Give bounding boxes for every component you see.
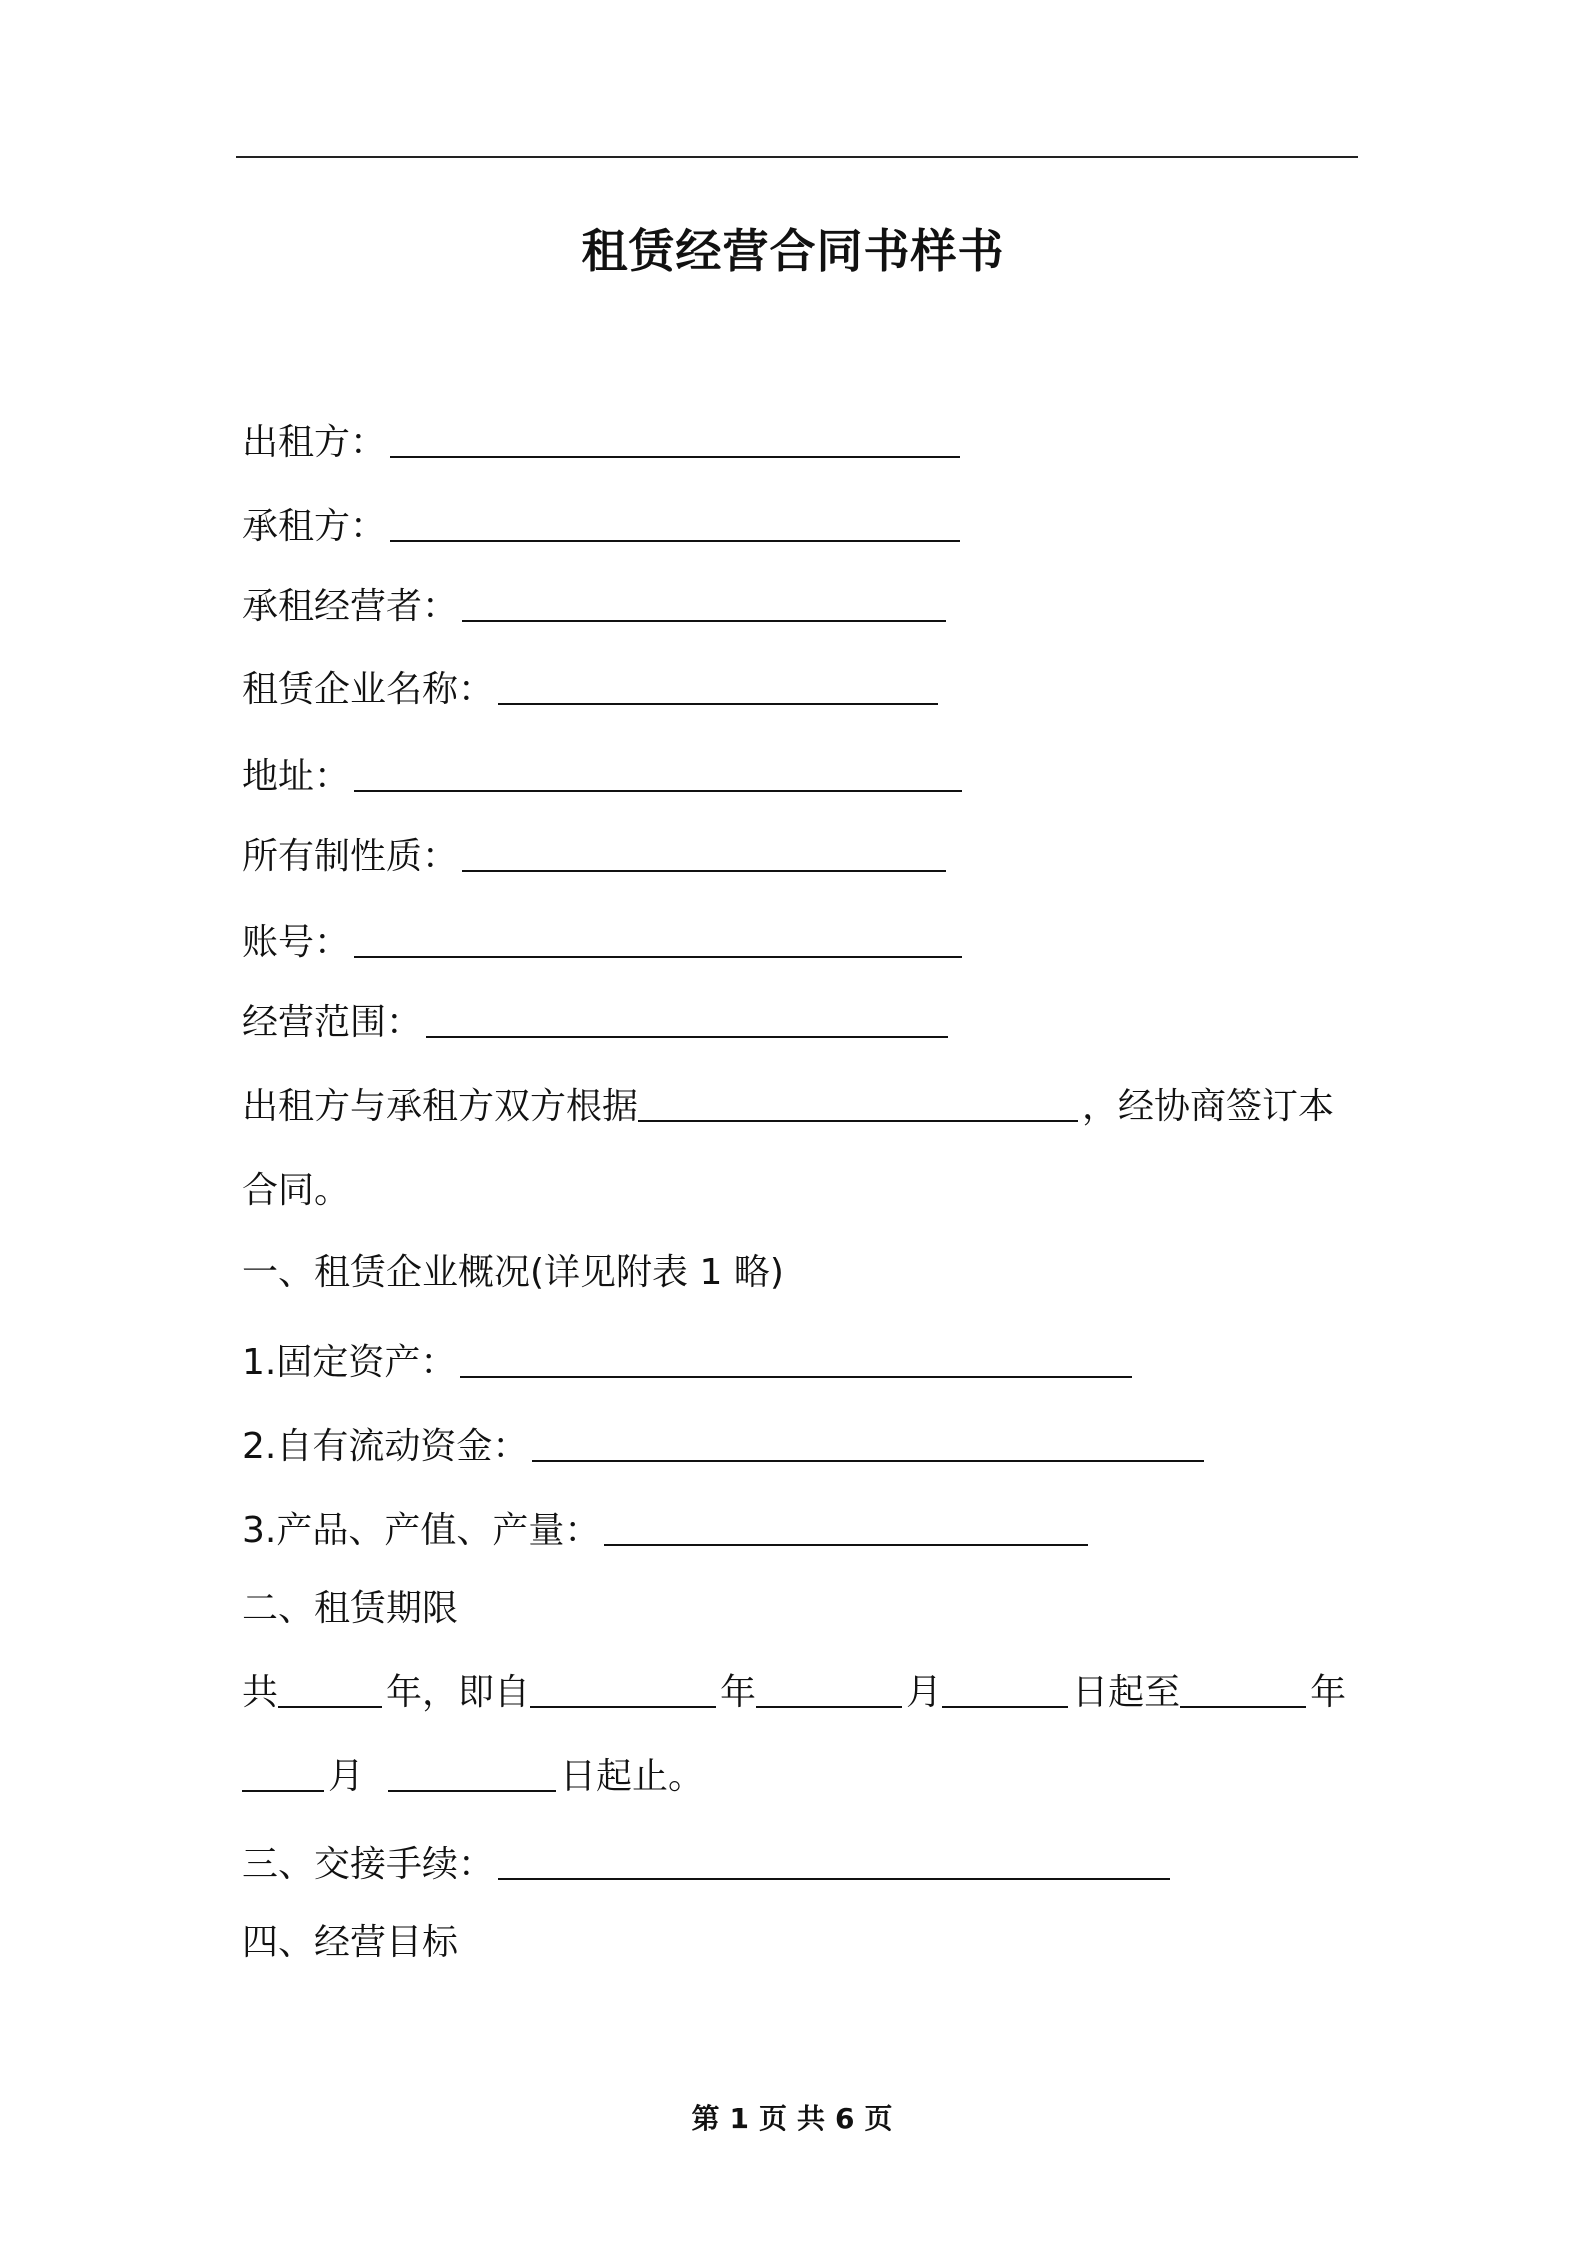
header-rule [236,156,1358,158]
ownership-label: 所有制性质： [242,836,459,877]
section4-heading-text: 四、经营目标 [242,1922,459,1963]
section2-heading-text: 二、租赁期限 [242,1588,459,1629]
section4-heading [242,1918,458,1968]
section1-heading [242,1248,784,1298]
intro-line-2 [242,1166,350,1216]
enterprise-name-blank[interactable] [498,673,938,705]
footer-word-3: 共 [797,2102,828,2135]
term-start-year-blank[interactable] [530,1676,716,1708]
products-blank[interactable] [604,1514,1088,1546]
operator-blank[interactable] [462,590,946,622]
footer-word-1: 第 [691,2102,722,2135]
term-text-4: 月 [906,1672,943,1713]
intro-line [242,1082,1334,1132]
term-text-3: 年 [720,1672,757,1713]
term-end-month-blank[interactable] [242,1760,324,1792]
intro-text-1: 出租方与承租方双方根据 [242,1086,639,1127]
account-field [242,918,966,968]
handover-blank[interactable] [498,1848,1170,1880]
lessee-field [242,502,964,552]
enterprise-name-field [242,665,942,715]
section2-heading [242,1584,458,1634]
term-text-8: 日起止。 [560,1756,705,1797]
lessor-blank[interactable] [390,426,960,458]
enterprise-name-label: 租赁企业名称： [242,669,495,710]
fixed-assets-field [242,1338,1136,1388]
working-capital-blank[interactable] [532,1430,1204,1462]
term-text-7: 月 [328,1756,365,1797]
fixed-assets-label: 1.固定资产： [242,1342,457,1383]
section3-heading-text: 三、交接手续： [242,1844,495,1885]
footer-page-number: 1 [729,2102,751,2135]
address-blank[interactable] [354,760,962,792]
intro-text-2: ，经协商签订本 [1082,1086,1335,1127]
footer-word-2: 页 [758,2102,789,2135]
account-blank[interactable] [354,926,962,958]
address-label: 地址： [242,756,351,797]
term-line-2 [242,1752,704,1802]
products-field [242,1506,1092,1556]
page-footer [0,2097,1586,2137]
term-end-day-blank[interactable] [388,1760,556,1792]
operator-label: 承租经营者： [242,586,459,627]
term-start-day-blank[interactable] [942,1676,1068,1708]
lessee-label: 承租方： [242,506,387,547]
intro-basis-blank[interactable] [638,1090,1078,1122]
term-years-blank[interactable] [278,1676,382,1708]
term-start-month-blank[interactable] [756,1676,902,1708]
footer-word-4: 页 [864,2102,895,2135]
lessor-label: 出租方： [242,422,387,463]
products-label: 3.产品、产值、产量： [242,1510,601,1551]
lessor-field [242,418,964,468]
term-text-2: 年，即自 [386,1672,531,1713]
fixed-assets-blank[interactable] [460,1346,1132,1378]
term-text-6: 年 [1310,1672,1347,1713]
ownership-field [242,832,950,882]
business-scope-blank[interactable] [426,1006,948,1038]
working-capital-label: 2.自有流动资金： [242,1426,529,1467]
document-title: 租赁经营合同书样书 [581,224,1005,278]
business-scope-label: 经营范围： [242,1002,423,1043]
term-text-5: 日起至 [1072,1672,1181,1713]
lessee-blank[interactable] [390,510,960,542]
working-capital-field [242,1422,1208,1472]
section3-heading [242,1840,1174,1890]
ownership-blank[interactable] [462,840,946,872]
term-line-1 [242,1668,1346,1718]
address-field [242,752,966,802]
section1-heading-text: 一、租赁企业概况(详见附表 1 略) [242,1252,784,1293]
term-end-year-blank[interactable] [1180,1676,1306,1708]
term-text-1: 共 [242,1672,279,1713]
intro-text-3: 合同。 [242,1170,351,1211]
footer-total-pages: 6 [835,2102,857,2135]
business-scope-field [242,998,952,1048]
account-label: 账号： [242,922,351,963]
operator-field [242,582,950,632]
